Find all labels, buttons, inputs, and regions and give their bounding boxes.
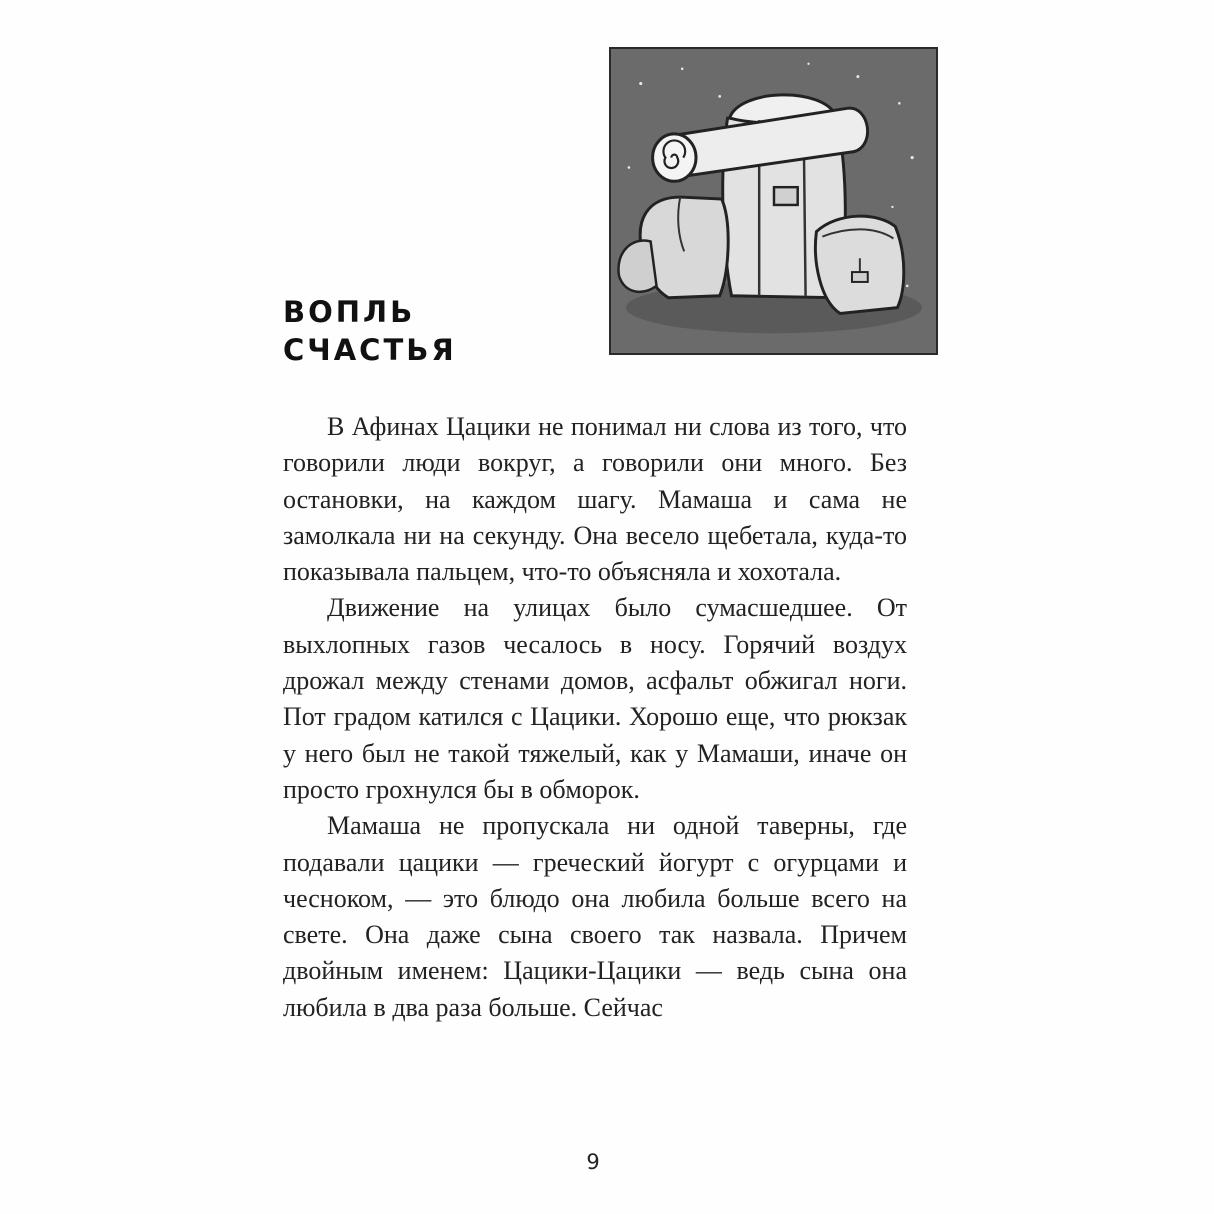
paragraph: Движение на улицах было сумасшедшее. От выхлопных газов чесалось в носу. Горячий воздух дрожал между стенами домов, асфальт обжигал ноги. Пот градом катился с Цацики. Хорошо еще, что рюкзак у него был не такой тяжелый, как у Мамаши, иначе он просто грохнулся бы в обморок. [283, 593, 907, 804]
chapter-title [283, 293, 457, 369]
chapter-body-text [283, 409, 907, 1026]
paragraph: Мамаша не пропускала ни одной таверны, где подавали цацики — греческий йогурт с огурцами и чесноком, — это блюдо она любила больше всего на свете. Она даже сына своего так назвала. Причем двойным именем: Цацики-Цацики — ведь сына она любила в два раза больше. Сейчас [283, 811, 907, 1022]
backpack-icon [611, 49, 936, 353]
chapter-title-line2: СЧАСТЬЯ [283, 333, 457, 367]
page-number: 9 [586, 1150, 600, 1174]
paragraph: В Афинах Цацики не понимал ни слова из того, что говорили люди вокруг, а говорили они много. Без остановки, на каждом шагу. Мамаша и сама не замолкала ни на секунду. Она весело щебетала, куда-то показывала пальцем, что-то объясняла и хохотала. [283, 412, 907, 587]
chapter-title-line1: ВОПЛЬ [283, 295, 416, 329]
backpack-illustration [609, 47, 938, 355]
